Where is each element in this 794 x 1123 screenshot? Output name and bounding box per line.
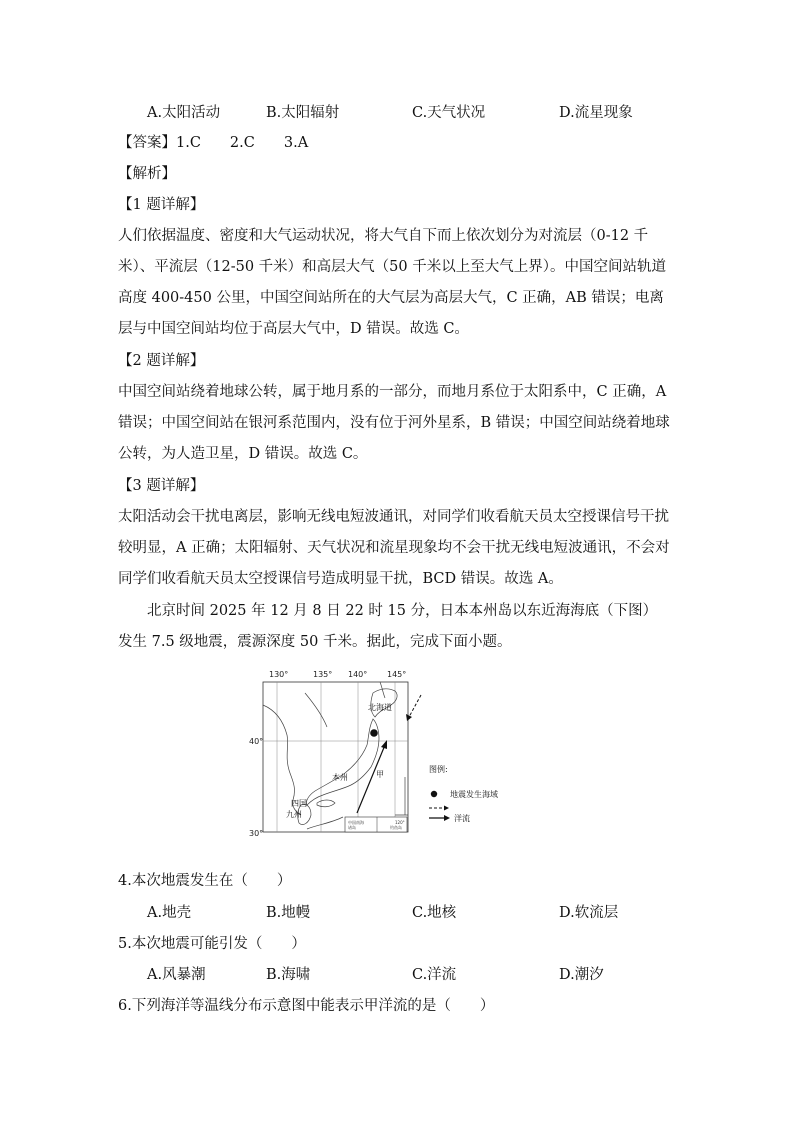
inset-text-4: 120° <box>395 820 405 825</box>
earthquake-intro: 北京时间 2025 年 12 月 8 日 22 时 15 分，日本本州岛以东近海海底（下图）发生 7.5 级地震，震源深度 50 千米。据此，完成下面小题。 <box>118 603 658 650</box>
option-d: D.流星现象 <box>559 105 633 121</box>
q5-option-a: A.风暴潮 <box>147 967 206 983</box>
inset-text-2: 诸岛 <box>348 825 356 830</box>
label-honshu: 本州 <box>332 773 348 782</box>
q2-explanation: 中国空间站绕着地球公转，属于地月系的一部分，而地月系位于太阳系中，C 正确，A 错误；中国空间站在银河系范围内，没有位于河外星系，B 错误；中国空间站绕着地球公转，为人造卫星，D 错误。故选 C。 <box>118 384 670 462</box>
q5-option-c: C.洋流 <box>412 967 457 983</box>
lat-label-30: 30° <box>249 829 264 838</box>
legend-title: 图例: <box>429 765 448 774</box>
q4-stem: 4.本次地震发生在（ ） <box>118 873 292 889</box>
cold-current-arrow <box>409 695 421 717</box>
q3-label: 【3 题详解】 <box>118 478 205 494</box>
label-jia: 甲 <box>376 770 384 779</box>
answer-line: 【答案】1.C 2.C 3.A <box>118 135 309 151</box>
lon-label-135: 135° <box>313 670 333 679</box>
label-hokkaido: 北海道 <box>368 703 392 712</box>
analysis-label: 【解析】 <box>118 166 176 182</box>
legend-epicenter-label: 地震发生海域 <box>450 790 498 799</box>
inset-text-1: 中国南海 <box>348 820 364 825</box>
inset-text-3: 钓鱼岛 <box>390 825 402 830</box>
legend-epicenter-symbol <box>431 791 437 797</box>
lon-label-130: 130° <box>269 670 289 679</box>
legend-current-label: 洋流 <box>454 814 470 823</box>
q5-option-b: B.海啸 <box>266 967 311 983</box>
q4-option-a: A.地壳 <box>147 905 192 921</box>
lat-label-40: 40° <box>249 737 264 746</box>
q5-option-d: D.潮汐 <box>559 967 604 983</box>
epicenter-marker <box>370 729 378 737</box>
option-b: B.太阳辐射 <box>266 105 340 121</box>
q6-stem: 6.下列海洋等温线分布示意图中能表示甲洋流的是（ ） <box>118 998 495 1014</box>
lon-label-145: 145° <box>387 670 407 679</box>
q4-option-d: D.软流层 <box>559 905 619 921</box>
q1-label: 【1 题详解】 <box>118 197 205 213</box>
lon-label-140: 140° <box>348 670 368 679</box>
label-kyushu: 九州 <box>286 810 302 819</box>
japan-earthquake-map <box>245 665 575 840</box>
option-a: A.太阳活动 <box>147 105 221 121</box>
q3-explanation: 太阳活动会干扰电离层，影响无线电短波通讯，对同学们收看航天员太空授课信号干扰较明显，A 正确；太阳辐射、天气状况和流星现象均不会干扰无线电短波通讯，不会对同学们收看航天员太空授课信号造成明显干扰，BCD 错误。故选 A。 <box>118 509 670 587</box>
map-legend <box>429 764 498 823</box>
option-c: C.天气状况 <box>412 105 486 121</box>
q4-option-b: B.地幔 <box>266 905 311 921</box>
q4-option-c: C.地核 <box>412 905 457 921</box>
q1-explanation: 人们依据温度、密度和大气运动状况，将大气自下而上依次划分为对流层（0-12 千米）、平流层（12-50 千米）和高层大气（50 千米以上至大气上界）。中国空间站轨道高度 400-450 公里，中国空间站所在的大气层为高层大气，C 正确，AB 错误；电离层与中国空间站均位于高层大气中，D 错误。故选 C。 <box>118 228 666 337</box>
q5-stem: 5.本次地震可能引发（ ） <box>118 936 306 952</box>
label-shikoku: 四国 <box>291 799 307 808</box>
q2-label: 【2 题详解】 <box>118 353 205 369</box>
current-jia-arrow <box>357 745 385 813</box>
